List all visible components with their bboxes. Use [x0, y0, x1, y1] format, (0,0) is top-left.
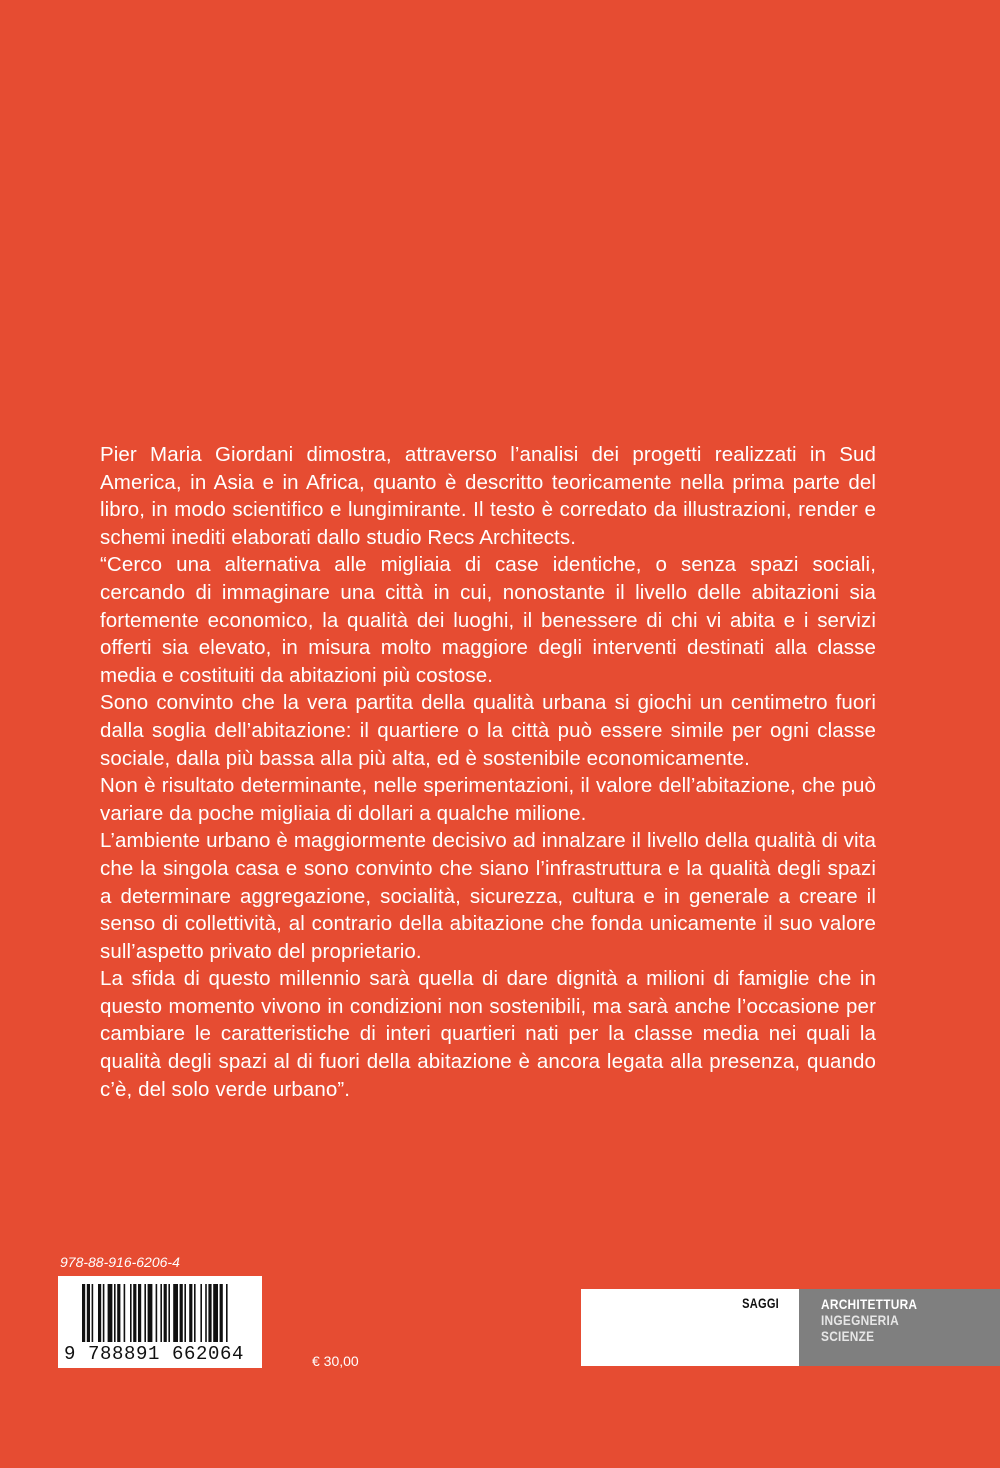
series-collection-box [581, 1289, 799, 1366]
series-collection-label: SAGGI [742, 1296, 779, 1311]
series-area-ingegneria: INGEGNERIA [821, 1312, 899, 1328]
blurb-paragraph: Non è risultato determinante, nelle sperimentazioni, il valore dell’abitazione, che può variare da poche migliaia di dollari a qualche milione. [100, 774, 876, 825]
price: € 30,00 [312, 1353, 359, 1369]
barcode [58, 1276, 262, 1368]
blurb-paragraph: “Cerco una alternativa alle migliaia di case identiche, o senza spazi sociali, cercando di immaginare una città in cui, nonostante il livello delle abitazioni sia fortemente economico, la qualità dei luoghi, il benessere di chi vi abita e i servizi offerti sia elevato, in misura molto maggiore degli interventi destinati alla classe media e costituiti da abitazioni più costose. [100, 553, 876, 687]
blurb-paragraph: L’ambiente urbano è maggiormente decisivo ad innalzare il livello della qualità di vita che la singola casa e sono convinto che siano l’infrastruttura e la qualità degli spazi a determinare aggregazione, socialità, sicurezza, cultura e in generale a creare il senso di collettività, al contrario della abitazione che fonda unicamente il suo valore sull’aspetto privato del proprietario. [100, 829, 876, 963]
barcode-digits: 9 788891 662064 [64, 1343, 245, 1365]
series-area-box [799, 1289, 1000, 1366]
blurb-text [100, 441, 876, 1103]
blurb-paragraph: La sfida di questo millennio sarà quella di dare dignità a milioni di famiglie che in questo momento vivono in condizioni non sostenibili, ma sarà anche l’occasione per cambiare le caratteristiche di interi quartieri nati per la classe media nei quali la qualità degli spazi al di fuori della abitazione è ancora legata alla presenza, quando c’è, del solo verde urbano”. [100, 967, 876, 1101]
series-area-scienze: SCIENZE [821, 1328, 875, 1344]
series-area-architettura: ARCHITETTURA [821, 1296, 918, 1312]
isbn-label: 978-88-916-6206-4 [60, 1254, 180, 1270]
blurb-paragraph: Pier Maria Giordani dimostra, attraverso l’analisi dei progetti realizzati in Sud America, in Asia e in Africa, quanto è descritto teoricamente nella prima parte del libro, in modo scientifico e lungimirante. Il testo è corredato da illustrazioni, render e schemi inediti elaborati dallo studio Recs Architects. [100, 443, 876, 549]
blurb-paragraph: Sono convinto che la vera partita della qualità urbana si giochi un centimetro fuori dalla soglia dell’abitazione: il quartiere o la città può essere simile per ogni classe sociale, dalla più bassa alla più alta, ed è sostenibile economicamente. [100, 691, 876, 770]
